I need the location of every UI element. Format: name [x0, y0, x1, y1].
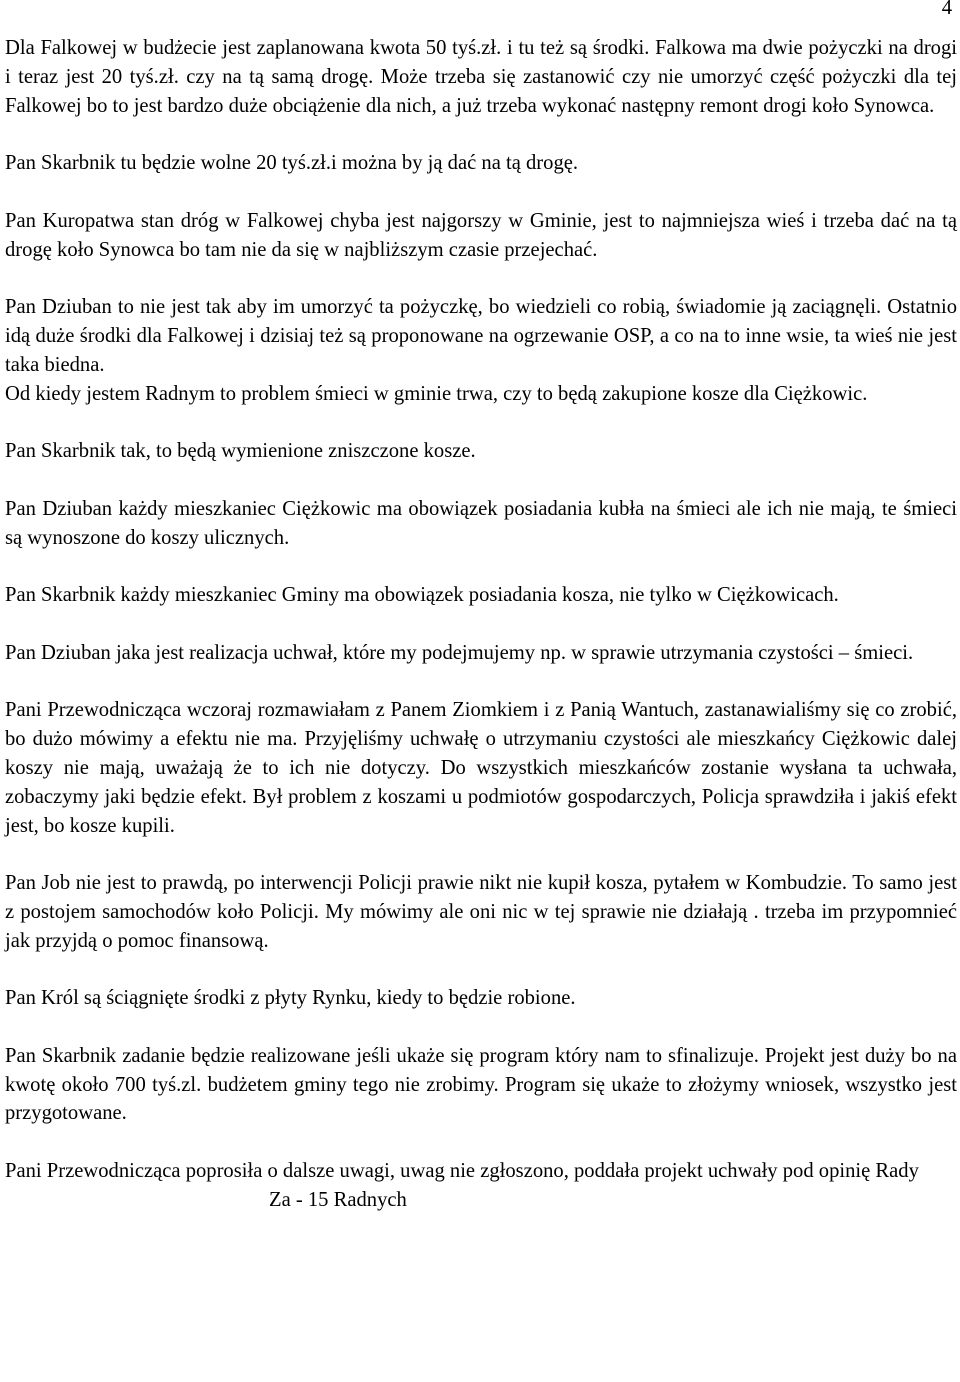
paragraph-przewodniczaca-vote: Pani Przewodnicząca poprosiła o dalsze uwagi, uwag nie zgłoszono, poddała projekt uchwały pod opinię Rady — [5, 1160, 919, 1183]
paragraph-skarbnik-obligation: Pan Skarbnik każdy mieszkaniec Gminy ma obowiązek posiadania kosza, nie tylko w Ciężkowicach. — [5, 584, 839, 607]
paragraph-dziuban-resolutions: Pan Dziuban jaka jest realizacja uchwał, które my podejmujemy np. w sprawie utrzymania czystości – śmieci. — [5, 641, 914, 664]
document-body — [5, 34, 957, 1215]
paragraph-przewodniczaca-report: Pani Przewodnicząca wczoraj rozmawiałam z Panem Ziomkiem i z Panią Wantuch, zastanawialiśmy się co zrobić, bo dużo mówimy a efektu nie ma. Przyjęliśmy uchwałę o utrzymaniu czystości ale mieszkańcy Ciężkowic dalej koszy nie mają, uważają że to ich nie dotyczy. Do wszystkich mieszkańców zostanie wysłana ta uchwała, zobaczymy jaki będzie efekt. Był problem z koszami u podmiotów gospodarczych, Policja sprawdziła i jakiś efekt jest, bo kosze kupili. — [5, 699, 957, 837]
vote-result: Za - 15 Radnych — [269, 1188, 407, 1211]
paragraph-dziuban-loan: Pan Dziuban to nie jest tak aby im umorzyć ta pożyczkę, bo wiedzieli co robią, świadomie ją zaciągnęli. Ostatnio idą duże środki dla Falkowej i dzisiaj też są proponowane na ogrzewanie OSP, a co na to inne wsie, ta wieś nie jest taka biedna. — [5, 296, 957, 376]
paragraph-falkowa-budget: Dla Falkowej w budżecie jest zaplanowana kwota 50 tyś.zł. i tu też są środki. Falkowa ma dwie pożyczki na drogi i teraz jest 20 tyś.zł. czy na tą samą drogę. Może trzeba się zastanowić czy nie umorzyć część pożyczki dla tej Falkowej bo to jest bardzo duże obciążenie dla nich, a już trzeba wykonać następny remont drogi koło Synowca. — [5, 37, 957, 117]
page-number: 4 — [941, 0, 952, 19]
paragraph-krol: Pan Król są ściągnięte środki z płyty Rynku, kiedy to będzie robione. — [5, 987, 576, 1010]
paragraph-kuropatwa: Pan Kuropatwa stan dróg w Falkowej chyba jest najgorszy w Gminie, jest to najmniejsza wieś i trzeba dać na tą drogę koło Synowca bo tam nie da się w najbliższym czasie przejechać. — [5, 209, 957, 261]
paragraph-dziuban-rubbish: Od kiedy jestem Radnym to problem śmieci w gminie trwa, czy to będą zakupione kosze dla Ciężkowic. — [5, 382, 868, 405]
paragraph-skarbnik-project: Pan Skarbnik zadanie będzie realizowane jeśli ukaże się program który nam to sfinalizuje. Projekt jest duży bo na kwotę około 700 tyś.zl. budżetem gminy tego nie zrobimy. Program się ukaże to złożymy wniosek, wszystko jest przygotowane. — [5, 1044, 957, 1125]
paragraph-skarbnik-20k: Pan Skarbnik tu będzie wolne 20 tyś.zł.i można by ją dać na tą drogę. — [5, 152, 579, 175]
paragraph-skarbnik-bins: Pan Skarbnik tak, to będą wymienione zniszczone kosze. — [5, 440, 476, 463]
paragraph-job: Pan Job nie jest to prawdą, po interwencji Policji prawie nikt nie kupił kosza, pytałem w Kombudzie. To samo jest z postojem samochodów koło Policji. My mówimy ale oni nic w tej sprawie nie działają . trzeba im przypomnieć jak przyjdą o pomoc finansową. — [5, 872, 957, 952]
paragraph-dziuban-residents: Pan Dziuban każdy mieszkaniec Ciężkowic ma obowiązek posiadania kubła na śmieci ale ich nie mają, te śmieci są wynoszone do koszy ulicznych. — [5, 497, 957, 549]
